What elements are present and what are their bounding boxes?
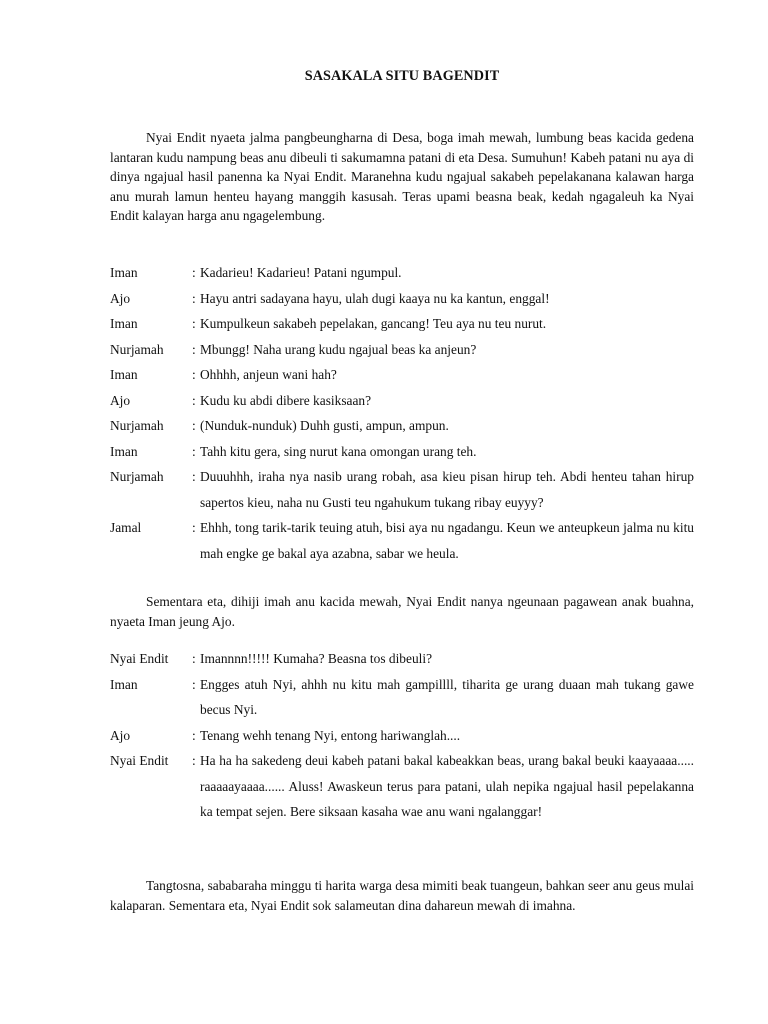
speaker-separator: : bbox=[192, 265, 196, 280]
dialogue-row bbox=[110, 672, 694, 723]
dialogue-line: Tenang wehh tenang Nyi, entong hariwanglah.... bbox=[200, 727, 461, 743]
speaker-separator: : bbox=[192, 520, 196, 535]
dialogue-line: (Nunduk-nunduk) Duhh gusti, ampun, ampun. bbox=[200, 418, 449, 433]
dialogue-line: Ha ha ha sakedeng deui kabeh patani bakal kabeakkan beas, urang bakal beuki kaayaaaa..... raaaaayaaaa...... Aluss! Awaskeun terus para patani, ulah nepika ngajual hasil pepelakanna ka tempat sejen. Bere siksaan kasaha wae anu wani ngalanggar! bbox=[200, 753, 694, 819]
speaker-separator: : bbox=[192, 651, 196, 666]
dialogue-line: Mbungg! Naha urang kudu ngajual beas ka anjeun? bbox=[200, 341, 477, 357]
dialogue-line: Ohhhh, anjeun wani hah? bbox=[200, 367, 337, 382]
dialogue-line: Ehhh, tong tarik-tarik teuing atuh, bisi aya nu ngadangu. Keun we anteupkeun jalma nu kitu mah engke ge bakal aya azabna, sabar we heula. bbox=[200, 520, 694, 561]
dialogue-line: Tahh kitu gera, sing nurut kana omongan urang teh. bbox=[200, 443, 477, 459]
dialogue-line: Kumpulkeun sakabeh pepelakan, gancang! Teu aya nu teu nurut. bbox=[200, 316, 547, 331]
speaker-separator: : bbox=[192, 341, 196, 357]
speaker-name: Iman bbox=[110, 443, 138, 459]
dialogue-block-1 bbox=[110, 260, 694, 566]
speaker-name: Nurjamah bbox=[110, 341, 164, 357]
speaker-name: Nurjamah bbox=[110, 418, 164, 433]
dialogue-row bbox=[110, 413, 694, 439]
paragraph-intro: Nyai Endit nyaeta jalma pangbeungharna di Desa, boga imah mewah, lumbung beas kacida gedena lantaran kudu nampung beas anu dibeuli ti sakumamna patani di eta Desa. Sumuhun! Kabeh patani nu aya di dinya ngajual hasil panenna ka Nyai Endit. Maranehna kudu ngajual sakabeh pepelakanana kalawan harga anu murah lamun henteu hayang manggih kasusah. Teras upami beasna beak, kedah ngagaleuh ka Nyai Endit kalayan harga anu ngagelembung. bbox=[110, 130, 694, 223]
dialogue-row bbox=[110, 388, 694, 414]
dialogue-line: Engges atuh Nyi, ahhh nu kitu mah gampillll, tiharita ge urang duaan mah tukang gawe becus Nyi. bbox=[200, 676, 694, 717]
speaker-separator: : bbox=[192, 290, 196, 306]
dialogue-line: Imannnn!!!!! Kumaha? Beasna tos dibeuli? bbox=[200, 651, 433, 666]
dialogue-line: Kadarieu! Kadarieu! Patani ngumpul. bbox=[200, 265, 402, 280]
document-title: SASAKALA SITU BAGENDIT bbox=[304, 68, 500, 84]
dialogue-row bbox=[110, 723, 694, 749]
speaker-name: Iman bbox=[110, 265, 138, 280]
dialogue-row bbox=[110, 260, 694, 286]
dialogue-row bbox=[110, 464, 694, 515]
dialogue-row bbox=[110, 311, 694, 337]
dialogue-row bbox=[110, 748, 694, 825]
dialogue-row bbox=[110, 515, 694, 566]
speaker-separator: : bbox=[192, 676, 196, 692]
speaker-separator: : bbox=[192, 443, 196, 459]
speaker-name: Iman bbox=[110, 676, 138, 692]
speaker-name: Nyai Endit bbox=[110, 651, 169, 666]
speaker-name: Jamal bbox=[110, 520, 142, 535]
paragraph-closing: Tangtosna, sababaraha minggu ti harita warga desa mimiti beak tuangeun, bahkan seer anu geus mulai kalaparan. Sementara eta, Nyai Endit sok salameutan dina dahareun mewah di imahna. bbox=[110, 878, 694, 913]
speaker-name: Iman bbox=[110, 316, 138, 331]
speaker-name: Iman bbox=[110, 367, 138, 382]
dialogue-row bbox=[110, 337, 694, 363]
speaker-name: Ajo bbox=[110, 727, 131, 743]
dialogue-row bbox=[110, 646, 694, 672]
dialogue-row bbox=[110, 362, 694, 388]
speaker-separator: : bbox=[192, 418, 196, 433]
paragraph-transition: Sementara eta, dihiji imah anu kacida mewah, Nyai Endit nanya ngeunaan pagawean anak buahna, nyaeta Iman jeung Ajo. bbox=[110, 594, 694, 629]
speaker-name: Nyai Endit bbox=[110, 753, 169, 768]
speaker-separator: : bbox=[192, 727, 196, 743]
dialogue-row bbox=[110, 439, 694, 465]
speaker-separator: : bbox=[192, 316, 196, 331]
speaker-separator: : bbox=[192, 753, 196, 768]
speaker-name: Ajo bbox=[110, 290, 131, 306]
speaker-name: Nurjamah bbox=[110, 469, 164, 484]
speaker-separator: : bbox=[192, 469, 196, 484]
speaker-separator: : bbox=[192, 392, 196, 408]
speaker-separator: : bbox=[192, 367, 196, 382]
speaker-name: Ajo bbox=[110, 392, 131, 408]
dialogue-line: Kudu ku abdi dibere kasiksaan? bbox=[200, 392, 372, 408]
dialogue-row bbox=[110, 286, 694, 312]
dialogue-block-2 bbox=[110, 646, 694, 825]
dialogue-line: Duuuhhh, iraha nya nasib urang robah, asa kieu pisan hirup teh. Abdi henteu tahan hirup sapertos kieu, naha nu Gusti teu ngahukum tukang ribay euyyy? bbox=[200, 469, 694, 510]
dialogue-line: Hayu antri sadayana hayu, ulah dugi kaaya nu ka kantun, enggal! bbox=[200, 290, 550, 306]
